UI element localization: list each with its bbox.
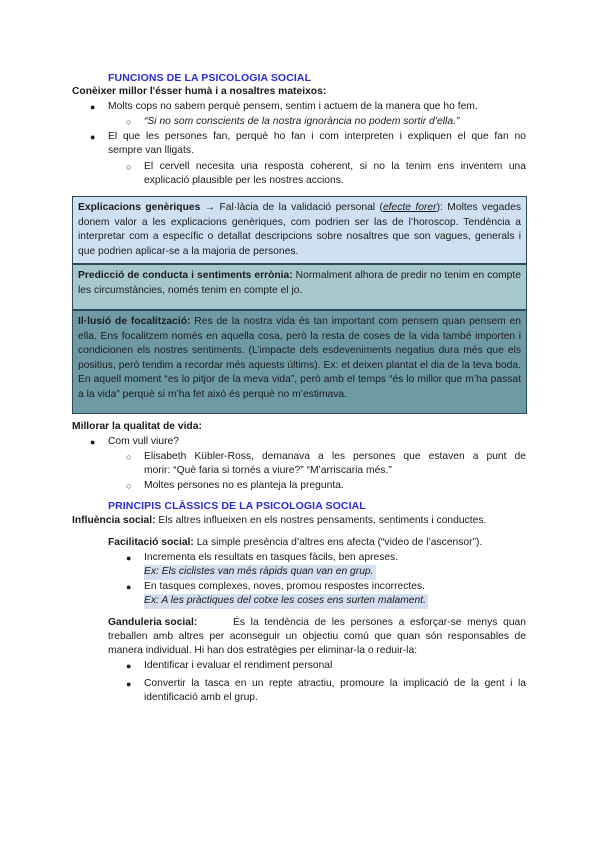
facilitacio-line bbox=[108, 536, 482, 551]
list-item: Incrementa els resultats en tasques fàcils, ben apreses. bbox=[144, 552, 399, 563]
efecte-forer-link: efecte forer bbox=[382, 202, 437, 213]
influencia-line bbox=[72, 514, 486, 529]
example-highlight: Ex: A les pràctiques del cotxe les coses ens surten malament. bbox=[144, 594, 428, 609]
circle-bullet-icon: ○ bbox=[126, 481, 132, 491]
box-text: Normalment alhora de predir no tenim en compte les circumstàncies, només tenim en compte el jo. bbox=[78, 270, 521, 296]
box-illusio bbox=[72, 310, 527, 414]
ganduleria-text: manera individual. Hi han dos estratègies per eliminar-la o reduir-la: bbox=[108, 645, 418, 656]
list-item: Moltes persones no es planteja la pregunta. bbox=[144, 480, 344, 491]
box-label: Il·lusió de focalització: bbox=[78, 316, 191, 327]
box-illusio-text bbox=[78, 315, 521, 403]
section-title-funcions: FUNCIONS DE LA PSICOLOGIA SOCIAL bbox=[108, 72, 312, 84]
ganduleria-label: Ganduleria social: bbox=[108, 617, 198, 628]
ganduleria-text: treballen amb altres per aconseguir un objectiu comú que quan són responsables de bbox=[108, 631, 526, 642]
box-text: Res de la nostra vida és tan important com pensem quan pensem en ella. Ens focalitzem només en aquella cosa, però la resta de coses de la vida també importen i condicionen els nostres sentiments. (L’impacte dels esdeveniments negatius dura més que els positius, però tendim a recordar més aquests últims). Ex: et deixen plantat el dia de la teva boda. En aquell moment “es lo pitjor de la meva vida”, però amb el temps “és lo millor que m’ha passat a la vida” perquè si m’ha fet això és perquè no m’estimava. bbox=[78, 316, 522, 400]
influencia-text: Els altres influeixen en els nostres pensaments, sentiments i conductes. bbox=[155, 515, 487, 526]
circle-bullet-icon: ○ bbox=[126, 117, 132, 127]
ganduleria-line bbox=[108, 616, 526, 631]
list-item-cont: identificació amb el grup. bbox=[144, 692, 258, 703]
subtitle-coneixer: Conèixer millor l'ésser humà i a nosaltres mateixos: bbox=[72, 86, 327, 97]
bullet-icon: ● bbox=[126, 679, 132, 689]
example-highlight: Ex: Els ciclistes van més ràpids quan van en grup. bbox=[144, 565, 376, 580]
quote-text: “Si no som conscients de la nostra ignorància no podem sortir d’ella.” bbox=[144, 116, 460, 127]
list-item: Com vull viure? bbox=[108, 436, 179, 447]
bullet-icon: ● bbox=[126, 553, 132, 563]
facilitacio-text: La simple presència d’altres ens afecta (“video de l’ascensor”). bbox=[193, 537, 483, 548]
facilitacio-label: Facilitació social: bbox=[108, 537, 194, 548]
list-item: Elisabeth Kübler-Ross, demanava a les persones que estaven a punt de bbox=[144, 451, 526, 462]
bullet-icon: ● bbox=[90, 437, 96, 447]
bullet-icon: ● bbox=[126, 582, 132, 592]
list-item: Molts cops no sabem perquè pensem, sentim i actuem de la manera que ho fem. bbox=[108, 101, 478, 112]
ganduleria-text: És la tendència de les persones a esforçar-se menys quan bbox=[233, 617, 526, 628]
list-item: Convertir la tasca en un repte atractiu, promoure la implicació de la gent i la bbox=[144, 678, 526, 689]
influencia-label: Influència social: bbox=[72, 515, 156, 526]
arrow-icon: → bbox=[200, 202, 220, 213]
list-item-cont: sempre van lligats. bbox=[108, 145, 194, 156]
circle-bullet-icon: ○ bbox=[126, 162, 132, 172]
circle-bullet-icon: ○ bbox=[126, 452, 132, 462]
section-title-principis: PRINCIPIS CLÀSSICS DE LA PSICOLOGIA SOCIAL bbox=[108, 500, 366, 512]
box-text: Fal·làcia de la validació personal ( bbox=[219, 202, 383, 213]
list-item: El que les persones fan, perquè ho fan i com interpreten i expliquen el que fan no bbox=[108, 131, 526, 142]
box-label: Explicacions genèriques bbox=[78, 202, 201, 213]
bullet-icon: ● bbox=[90, 102, 96, 112]
list-item: Identificar i evaluar el rendiment personal bbox=[144, 660, 333, 671]
box-text: ): Moltes vegades donem valor a les explicacions genèriques, com podrien ser las de l’horoscop. Tendència a interpretar com a específic o detallat descripcions sobre nosaltres que son vagues, generals i que podrien aplicar-se a la majoria de persones. bbox=[78, 202, 521, 257]
box-explicacions-text bbox=[78, 201, 521, 259]
list-item-cont: explicació plausible per les nostres accions. bbox=[144, 175, 344, 186]
list-item: El cervell necesita una resposta coherent, si no la tenim ens inventem una bbox=[144, 161, 526, 172]
list-item: En tasques complexes, noves, promou respostes incorrectes. bbox=[144, 581, 426, 592]
box-prediccio-text bbox=[78, 269, 521, 298]
bullet-icon: ● bbox=[90, 132, 96, 142]
subtitle-millorar: Millorar la qualitat de vida: bbox=[72, 421, 202, 432]
box-prediccio bbox=[72, 264, 527, 310]
box-label: Predicció de conducta i sentiments errònia: bbox=[78, 270, 293, 281]
bullet-icon: ● bbox=[126, 661, 132, 671]
list-item-cont: morir: “Què faria si tornés a viure?” “M’arriscaria més.” bbox=[144, 465, 392, 476]
box-explicacions bbox=[72, 196, 527, 264]
